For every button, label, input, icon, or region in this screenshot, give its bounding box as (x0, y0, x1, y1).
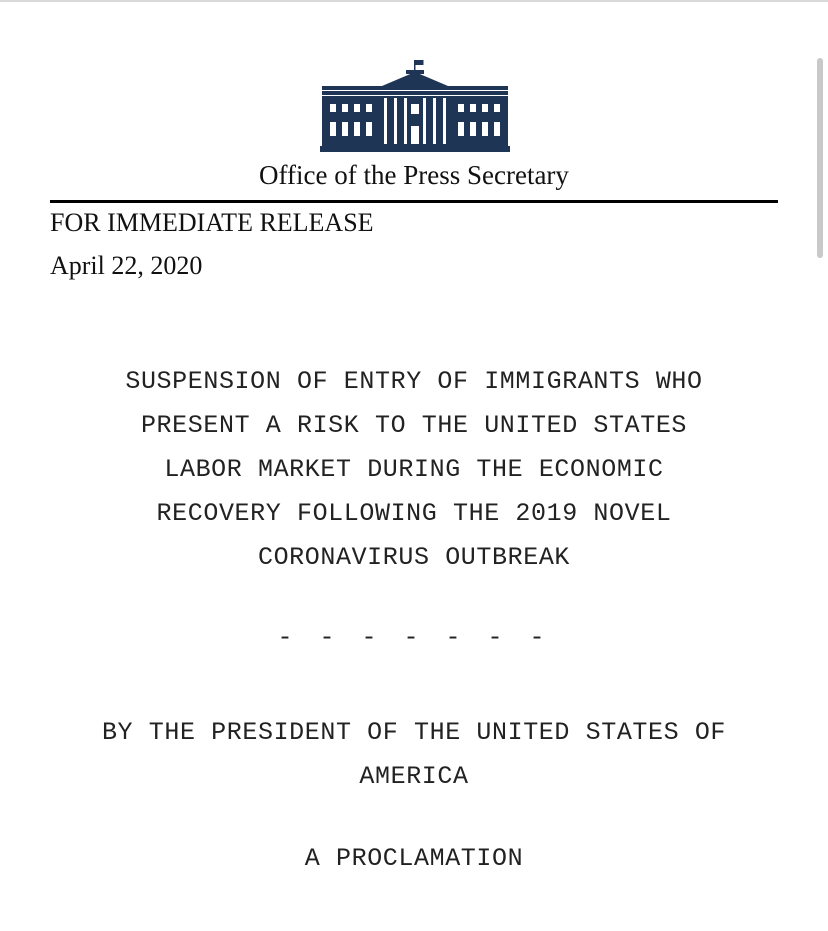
top-border (0, 0, 828, 2)
title-line: CORONAVIRUS OUTBREAK (257, 543, 571, 572)
separator: - - - - - - - (277, 623, 551, 652)
title-line: SUSPENSION OF ENTRY OF IMMIGRANTS WHO (125, 367, 703, 396)
office-title: Office of the Press Secretary (259, 160, 569, 190)
white-house-icon (320, 60, 510, 152)
release-label: FOR IMMEDIATE RELEASE (50, 208, 374, 237)
by-line-text: BY THE PRESIDENT OF THE UNITED STATES OF (101, 718, 727, 747)
proclamation-title (0, 360, 828, 580)
proclamation-heading: A PROCLAMATION (304, 844, 524, 873)
by-line-text: AMERICA (359, 762, 469, 791)
header-rule (50, 200, 778, 203)
by-line (0, 711, 828, 799)
scrollbar-thumb[interactable] (817, 58, 823, 258)
release-date: April 22, 2020 (50, 251, 203, 280)
title-line: RECOVERY FOLLOWING THE 2019 NOVEL (156, 499, 672, 528)
title-line: LABOR MARKET DURING THE ECONOMIC (164, 455, 664, 484)
scrollbar[interactable] (814, 0, 828, 931)
title-line: PRESENT A RISK TO THE UNITED STATES (140, 411, 688, 440)
